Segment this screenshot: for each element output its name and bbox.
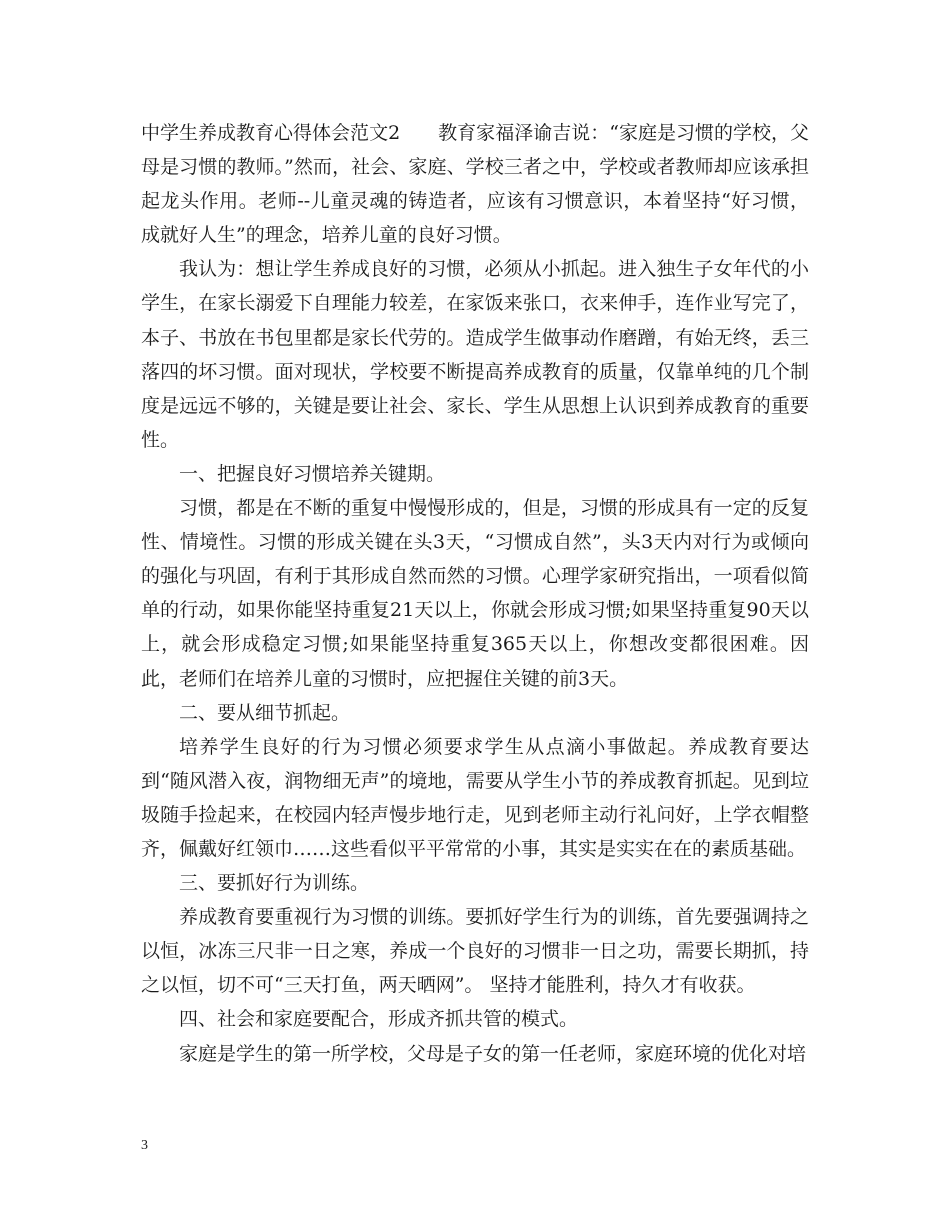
section-heading-4: 四、社会和家庭要配合，形成齐抓共管的模式。 [179,1008,579,1031]
page-number: 3 [141,1138,148,1153]
section-heading-1: 一、把握良好习惯培养关键期。 [179,462,446,485]
paragraph-intro: 中学生养成教育心得体会范文2 教育家福泽谕吉说：“家庭是习惯的学校，父母是习惯的教师。”然而，社会、家庭、学校三者之中，学校或者教师却应该承担起龙头作用。老师--儿童灵魂的铸造者，应该有习惯意识，本着坚持“好习惯，成就好人生”的理念，培养儿童的良好习惯。 [141,122,809,247]
paragraph-section-2: 培养学生良好的行为习惯必须要求学生从点滴小事做起。养成教育要达到“随风潜入夜，润物细无声”的境地，需要从学生小节的养成教育抓起。见到垃圾随手捡起来，在校园内轻声慢步地行走，见到老师主动行礼问好，上学衣帽整齐，佩戴好红领巾……这些看似平平常常的小事，其实是实实在在的素质基础。 [141,735,809,860]
paragraph-section-3: 养成教育要重视行为习惯的训练。要抓好学生行为的训练，首先要强调持之以恒，冰冻三尺非一日之寒，养成一个良好的习惯非一日之功，需要长期抓，持之以恒，切不可“三天打鱼，两天晒网”。 坚持才能胜利，持久才有收获。 [141,906,809,997]
section-heading-3: 三、要抓好行为训练。 [179,872,370,895]
paragraph-section-1: 习惯，都是在不断的重复中慢慢形成的，但是，习惯的形成具有一定的反复性、情境性。习惯的形成关键在头3天，“习惯成自然”，头3天内对行为或倾向的强化与巩固，有利于其形成自然而然的习惯。心理学家研究指出，一项看似简单的行动，如果你能坚持重复21天以上，你就会形成习惯;如果坚持重复90天以上，就会形成稳定习惯;如果能坚持重复365天以上，你想改变都很困难。因此，老师们在培养儿童的习惯时，应把握住关键的前3天。 [141,497,809,690]
paragraph-section-4: 家庭是学生的第一所学校，父母是子女的第一任老师，家庭环境的优化对培 [179,1042,807,1065]
document-body [141,116,809,1071]
paragraph-opinion: 我认为：想让学生养成良好的习惯，必须从小抓起。进入独生子女年代的小学生，在家长溺爱下自理能力较差，在家饭来张口，衣来伸手，连作业写完了，本子、书放在书包里都是家长代劳的。造成学生做事动作磨蹭，有始无终，丢三落四的坏习惯。面对现状，学校要不断提高养成教育的质量，仅靠单纯的几个制度是远远不够的，关键是要让社会、家长、学生从思想上认识到养成教育的重要性。 [141,258,809,451]
section-heading-2: 二、要从细节抓起。 [179,701,351,724]
